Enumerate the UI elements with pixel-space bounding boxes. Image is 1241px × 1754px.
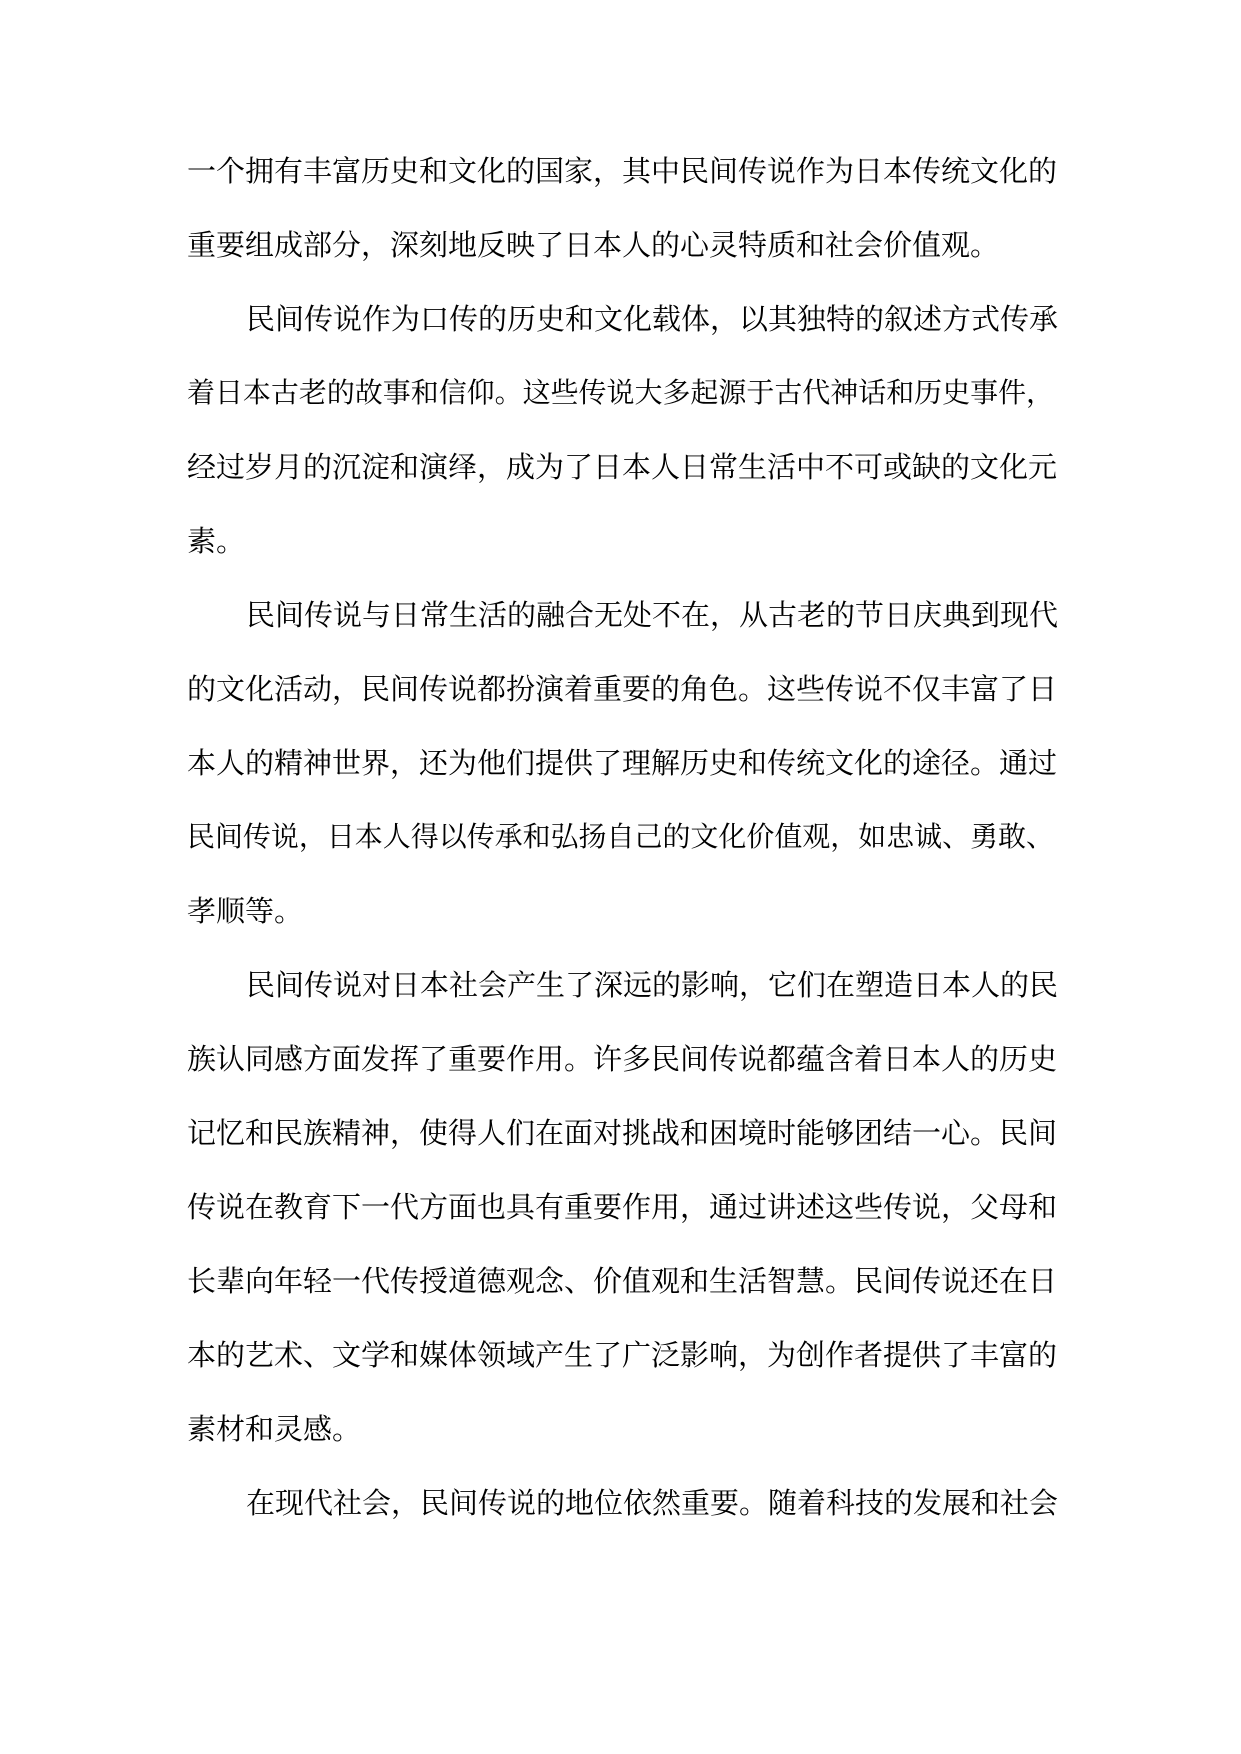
paragraph-first-line: 在现代社会，民间传说的地位依然重要。随着科技的发展和社会 xyxy=(246,1486,1059,1520)
text-line: 素材和灵感。 xyxy=(187,1412,362,1446)
text-line: 重要组成部分，深刻地反映了日本人的心灵特质和社会价值观。 xyxy=(187,228,1000,262)
paragraph-first-line: 民间传说作为口传的历史和文化载体，以其独特的叙述方式传承 xyxy=(246,302,1059,336)
text-line: 一个拥有丰富历史和文化的国家，其中民间传说作为日本传统文化的 xyxy=(187,154,1058,188)
text-line: 长辈向年轻一代传授道德观念、价值观和生活智慧。民间传说还在日 xyxy=(187,1264,1058,1298)
text-line: 本的艺术、文学和媒体领域产生了广泛影响，为创作者提供了丰富的 xyxy=(187,1338,1058,1372)
text-line: 民间传说，日本人得以传承和弘扬自己的文化价值观，如忠诚、勇敢、 xyxy=(187,820,1055,853)
text-line: 孝顺等。 xyxy=(187,894,304,928)
paragraph-first-line: 民间传说对日本社会产生了深远的影响，它们在塑造日本人的民 xyxy=(246,968,1059,1002)
document-body xyxy=(187,134,1059,1540)
text-line: 的文化活动，民间传说都扮演着重要的角色。这些传说不仅丰富了日 xyxy=(187,672,1058,706)
text-line: 着日本古老的故事和信仰。这些传说大多起源于古代神话和历史事件， xyxy=(187,376,1055,409)
text-line: 传说在教育下一代方面也具有重要作用，通过讲述这些传说，父母和 xyxy=(187,1190,1058,1224)
text-line: 本人的精神世界，还为他们提供了理解历史和传统文化的途径。通过 xyxy=(187,746,1058,780)
text-line: 记忆和民族精神，使得人们在面对挑战和困境时能够团结一心。民间 xyxy=(187,1116,1058,1150)
text-line: 素。 xyxy=(187,524,246,558)
paragraph-first-line: 民间传说与日常生活的融合无处不在，从古老的节日庆典到现代 xyxy=(246,598,1059,632)
text-line: 族认同感方面发挥了重要作用。许多民间传说都蕴含着日本人的历史 xyxy=(187,1042,1058,1076)
text-line: 经过岁月的沉淀和演绎，成为了日本人日常生活中不可或缺的文化元 xyxy=(187,450,1058,484)
